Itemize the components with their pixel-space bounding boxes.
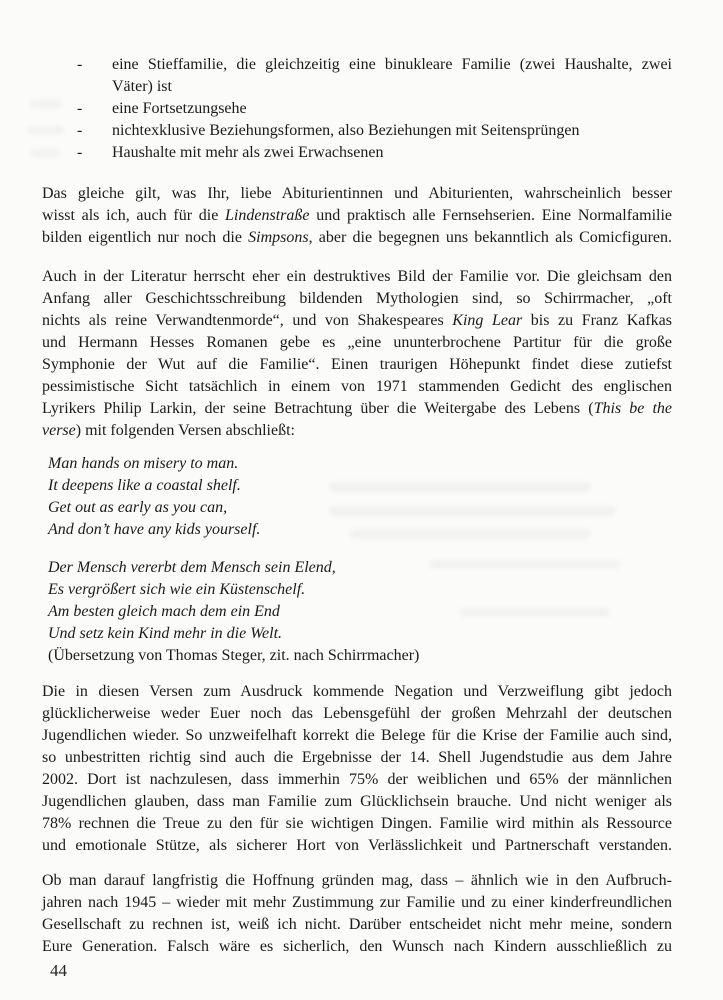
text-line: so unbestritten richtig sind auch die Ergebnisse der 14. Shell Jugendstudie aus dem Jahre	[42, 749, 672, 766]
text-line: It deepens like a coastal shelf.	[48, 477, 241, 494]
text-line: Väter) ist	[112, 78, 172, 95]
text-line: Am besten gleich mach dem ein End	[48, 603, 280, 620]
text-line: verse) mit folgenden Versen abschließt:	[42, 422, 295, 439]
page-content	[42, 54, 672, 958]
poem	[48, 557, 672, 667]
text-line: Der Mensch vererbt dem Mensch sein Elend,	[48, 559, 336, 576]
text-line: 78% rechnen die Treue zu den für sie wichtigen Dingen. Familie wird mithin als Ressource	[42, 815, 672, 832]
text-line: bilden eigentlich nur noch die Simpsons, aber die begegnen uns bekanntlich als Comicfiguren.	[42, 229, 672, 246]
text-line: eine Stieffamilie, die gleichzeitig eine binukleare Familie (zwei Haushalte, zwei	[112, 56, 672, 73]
paragraph	[42, 266, 672, 442]
text-line: Das gleiche gilt, was Ihr, liebe Abiturientinnen und Abiturienten, wahrscheinlich besser	[42, 185, 672, 202]
text-line: wisst als ich, auch für die Lindenstraße und praktisch alle Fernsehserien. Eine Normalfamilie	[42, 207, 672, 224]
text-line: Die in diesen Versen zum Ausdruck kommende Negation und Verzweiflung gibt jedoch	[42, 683, 672, 700]
list-item-text	[112, 120, 672, 142]
text-line: Jugendlichen wieder. So unzweifelhaft korrekt die Belege für die Krise der Familie auch sind,	[42, 727, 672, 744]
text-line: nichts als reine Verwandtenmorde“, und von Shakespeares King Lear bis zu Franz Kafkas	[42, 312, 673, 329]
text-line: nichtexklusive Beziehungsformen, also Beziehungen mit Seitensprüngen	[112, 122, 580, 139]
text-line: Eure Generation. Falsch wäre es sicherlich, den Wunsch nach Kindern ausschließlich zu	[42, 938, 672, 955]
text-line: und emotionale Stütze, als sicherer Hort von Verlässlichkeit und Partnerschaft verstanden.	[42, 837, 672, 854]
paragraph	[42, 183, 672, 249]
text-line: Jugendlichen glauben, dass man Familie zum Glücklichsein brauche. Und nicht weniger als	[42, 793, 672, 810]
text-line: Man hands on misery to man.	[48, 455, 239, 472]
text-line: pessimistische Sicht tatsächlich in einem von 1971 stammenden Gedicht des englischen	[42, 378, 672, 395]
text-line: Get out as early as you can,	[48, 499, 228, 516]
list-item-text	[112, 142, 672, 164]
text-line: Symphonie der Wut auf die Familie“. Einen traurigen Höhepunkt findet diese zutiefst	[42, 356, 672, 373]
bullet-list	[42, 54, 672, 164]
list-dash-marker: -	[77, 144, 83, 161]
text-line: Gesellschaft zu rechnen ist, weiß ich nicht. Darüber entscheidet nicht mehr meine, sondern	[42, 916, 672, 933]
list-item-text	[112, 98, 672, 120]
page-number: 44	[50, 961, 67, 980]
text-line: Lyrikers Philip Larkin, der seine Betrachtung über die Weitergabe des Lebens (This be the	[42, 400, 673, 417]
text-line: glücklicherweise weder Euer noch das Lebensgefühl der großen Mehrzahl der deutschen	[42, 705, 672, 722]
paragraph	[42, 870, 672, 958]
list-item-text	[112, 54, 672, 98]
list-item	[42, 54, 672, 98]
text-line: 2002. Dort ist nachzulesen, dass immerhin 75% der weiblichen und 65% der männlichen	[42, 771, 672, 788]
list-dash-marker: -	[77, 122, 83, 139]
text-line: jahren nach 1945 – wieder mit mehr Zustimmung zur Familie und zu einer kinderfreundlichen	[42, 894, 672, 911]
text-line: eine Fortsetzungsehe	[112, 100, 247, 117]
text-line: Ob man darauf langfristig die Hoffnung gründen mag, dass – ähnlich wie in den Aufbruch-	[42, 872, 672, 889]
paragraph	[42, 681, 672, 857]
text-line: Es vergrößert sich wie ein Küstenschelf.	[48, 581, 306, 598]
list-dash-marker: -	[77, 56, 83, 73]
list-item	[42, 120, 672, 142]
list-item	[42, 98, 672, 120]
text-line: Auch in der Literatur herrscht eher ein destruktives Bild der Familie vor. Die gleichsam den	[42, 268, 672, 285]
text-line: Haushalte mit mehr als zwei Erwachsenen	[112, 144, 384, 161]
text-line: And don’t have any kids yourself.	[48, 521, 261, 538]
text-line: (Übersetzung von Thomas Steger, zit. nach Schirrmacher)	[48, 647, 420, 664]
text-line: Anfang aller Geschichtsschreibung bildenden Mythologien sind, so Schirrmacher, „oft	[42, 290, 672, 307]
list-dash-marker: -	[77, 100, 83, 117]
list-item	[42, 142, 672, 164]
poem	[48, 453, 672, 541]
text-line: Und setz kein Kind mehr in die Welt.	[48, 625, 283, 642]
text-line: und Hermann Hesses Romanen gebe es „eine ununterbrochene Partitur für die große	[42, 334, 672, 351]
